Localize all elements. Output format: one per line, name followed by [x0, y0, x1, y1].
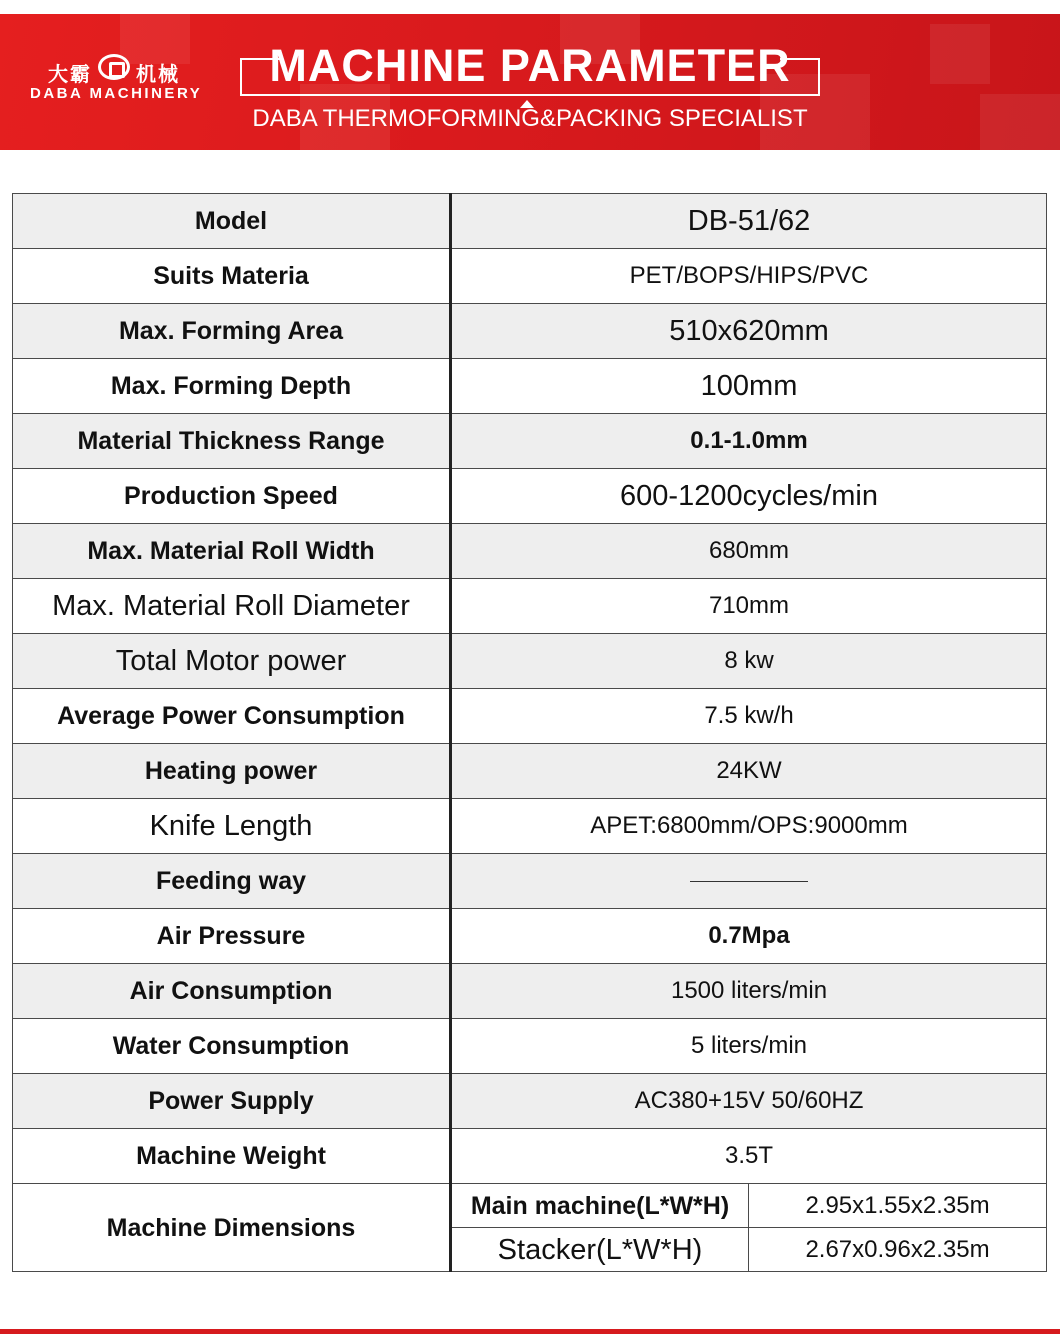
spec-label: Machine Dimensions: [13, 1184, 451, 1272]
spec-value: APET:6800mm/OPS:9000mm: [451, 799, 1047, 854]
spec-label: Model: [13, 194, 451, 249]
spec-value: 3.5T: [451, 1129, 1047, 1184]
spec-value: 680mm: [451, 524, 1047, 579]
spec-label: Power Supply: [13, 1074, 451, 1129]
table-row: [13, 964, 1047, 1019]
table-row: [13, 1074, 1047, 1129]
table-row: [13, 744, 1047, 799]
spec-label: Max. Material Roll Width: [13, 524, 451, 579]
table-row: [13, 909, 1047, 964]
spec-label: Water Consumption: [13, 1019, 451, 1074]
logo-cn-right: 机械: [136, 64, 180, 86]
company-logo: [30, 54, 205, 114]
spec-label: Machine Weight: [13, 1129, 451, 1184]
table-row: [13, 799, 1047, 854]
table-row: [13, 194, 1047, 249]
spec-table: [12, 193, 1047, 1272]
header-banner: [0, 14, 1060, 150]
spec-value: 0.1-1.0mm: [451, 414, 1047, 469]
table-row: [13, 634, 1047, 689]
bottom-bar: [0, 1329, 1060, 1334]
logo-en: DABA MACHINERY: [30, 85, 203, 102]
table-row: [13, 249, 1047, 304]
spec-value: 710mm: [451, 579, 1047, 634]
spec-value: 24KW: [451, 744, 1047, 799]
spec-label: Air Pressure: [13, 909, 451, 964]
table-row: [13, 359, 1047, 414]
spec-label: Air Consumption: [13, 964, 451, 1019]
spec-value: AC380+15V 50/60HZ: [451, 1074, 1047, 1129]
spec-value: DB-51/62: [451, 194, 1047, 249]
spec-label: Heating power: [13, 744, 451, 799]
logo-mark-icon: [98, 54, 130, 80]
spec-label: Max. Forming Depth: [13, 359, 451, 414]
spec-value-empty: [451, 854, 1047, 909]
page-title: MACHINE PARAMETER: [269, 40, 791, 91]
table-row: [13, 579, 1047, 634]
table-row: [13, 304, 1047, 359]
spec-value: 100mm: [451, 359, 1047, 414]
spec-value: 8 kw: [451, 634, 1047, 689]
spec-label: Feeding way: [13, 854, 451, 909]
spec-value: 7.5 kw/h: [451, 689, 1047, 744]
table-row: [13, 414, 1047, 469]
dimension-value: 2.95x1.55x2.35m: [749, 1184, 1047, 1228]
dimension-sub-label: Main machine(L*W*H): [451, 1184, 749, 1228]
page-subtitle: DABA THERMOFORMING&PACKING SPECIALIST: [252, 105, 808, 132]
table-row: [13, 689, 1047, 744]
spec-value: 510x620mm: [451, 304, 1047, 359]
spec-label: Knife Length: [13, 799, 451, 854]
dash-line: [690, 881, 808, 882]
spec-label: Total Motor power: [13, 634, 451, 689]
spec-label: Average Power Consumption: [13, 689, 451, 744]
table-row: [13, 854, 1047, 909]
table-row: [13, 1184, 1047, 1228]
spec-label: Max. Material Roll Diameter: [13, 579, 451, 634]
logo-cn-left: 大霸: [48, 64, 92, 86]
table-row: [13, 1019, 1047, 1074]
table-row: [13, 469, 1047, 524]
spec-value: 600-1200cycles/min: [451, 469, 1047, 524]
spec-label: Production Speed: [13, 469, 451, 524]
spec-value: 1500 liters/min: [451, 964, 1047, 1019]
spec-value: 5 liters/min: [451, 1019, 1047, 1074]
spec-value: PET/BOPS/HIPS/PVC: [451, 249, 1047, 304]
dimension-sub-label: Stacker(L*W*H): [451, 1228, 749, 1272]
spec-label: Max. Forming Area: [13, 304, 451, 359]
table-row: [13, 1129, 1047, 1184]
dimension-value: 2.67x0.96x2.35m: [749, 1228, 1047, 1272]
spec-label: Suits Materia: [13, 249, 451, 304]
spec-value: 0.7Mpa: [451, 909, 1047, 964]
spec-label: Material Thickness Range: [13, 414, 451, 469]
table-row: [13, 524, 1047, 579]
